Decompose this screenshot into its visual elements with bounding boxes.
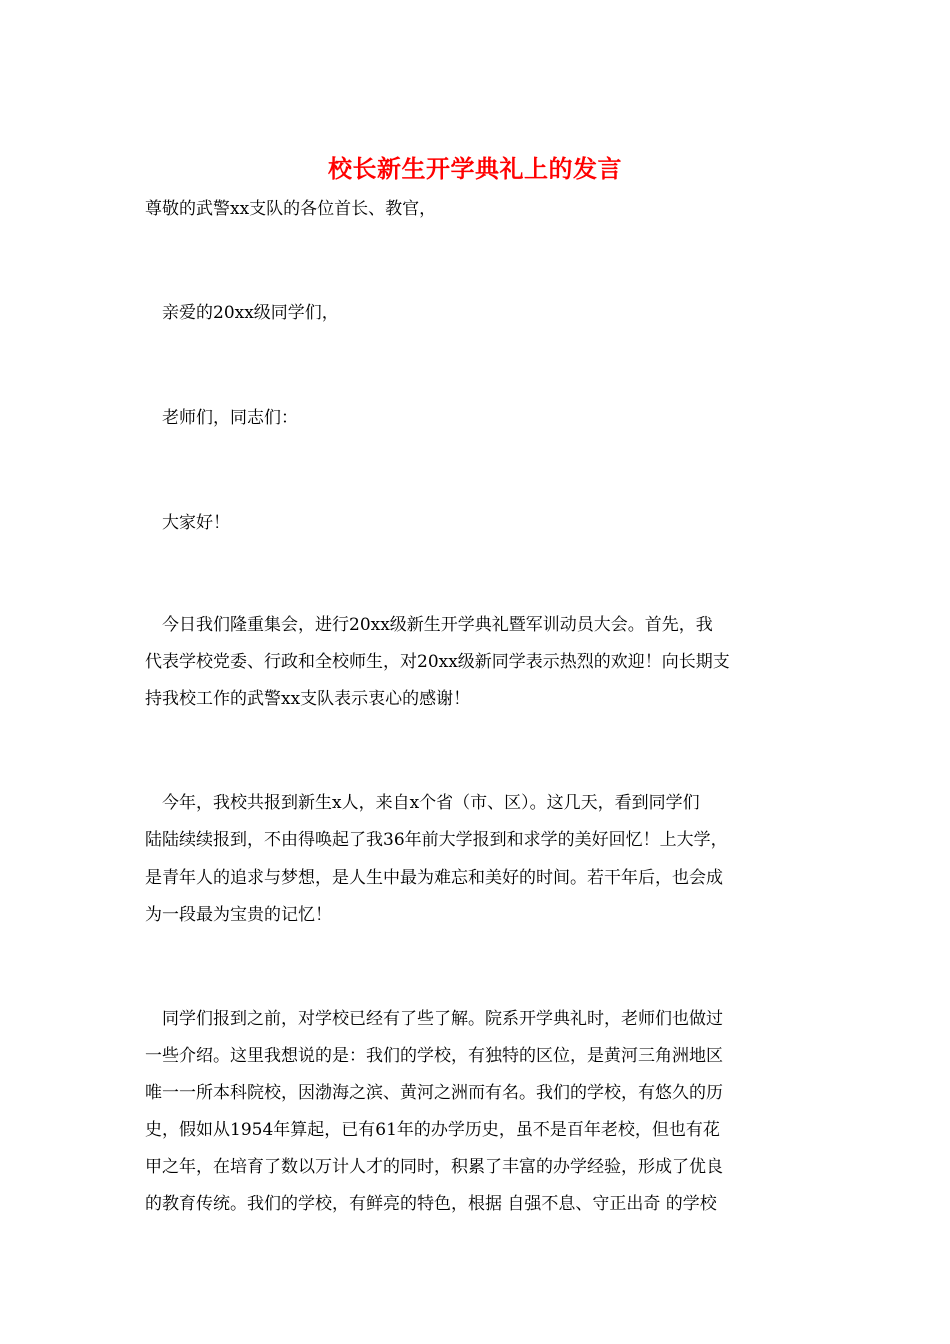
salutation-line: 亲爱的20xx级同学们， [145,303,339,323]
paragraph-line: 史，假如从1954年算起，已有61年的办学历史，虽不是百年老校，但也有花 [145,1120,720,1140]
paragraph-line: 今日我们隆重集会，进行20xx级新生开学典礼暨军训动员大会。首先，我 [145,615,713,635]
paragraph-line: 陆陆续续报到，不由得唤起了我36年前大学报到和求学的美好回忆！上大学， [145,830,728,850]
paragraph-line: 唯一一所本科院校，因渤海之滨、黄河之洲而有名。我们的学校，有悠久的历 [145,1083,723,1103]
paragraph-line: 是青年人的追求与梦想，是人生中最为难忘和美好的时间。若干年后，也会成 [145,868,723,888]
paragraph-line: 甲之年，在培育了数以万计人才的同时，积累了丰富的办学经验，形成了优良 [145,1157,723,1177]
paragraph-line: 代表学校党委、行政和全校师生，对20xx级新同学表示热烈的欢迎！向长期支 [145,652,730,672]
salutation-line: 尊敬的武警xx支队的各位首长、教官， [145,199,437,219]
document-title: 校长新生开学典礼上的发言 [328,154,622,183]
paragraph-line: 的教育传统。我们的学校，有鲜亮的特色，根据 自强不息、守正出奇 的学校 [145,1194,717,1214]
paragraph-line: 一些介绍。这里我想说的是：我们的学校，有独特的区位，是黄河三角洲地区 [145,1046,723,1066]
paragraph-line: 为一段最为宝贵的记忆！ [145,905,332,925]
paragraph-line: 今年，我校共报到新生x人，来自x个省（市、区）。这几天，看到同学们 [145,793,700,813]
paragraph-line: 同学们报到之前，对学校已经有了些了解。院系开学典礼时，老师们也做过 [145,1009,723,1029]
salutation-line: 老师们，同志们： [145,408,298,428]
greeting-line: 大家好！ [145,513,230,533]
paragraph-line: 持我校工作的武警xx支队表示衷心的感谢！ [145,689,471,709]
